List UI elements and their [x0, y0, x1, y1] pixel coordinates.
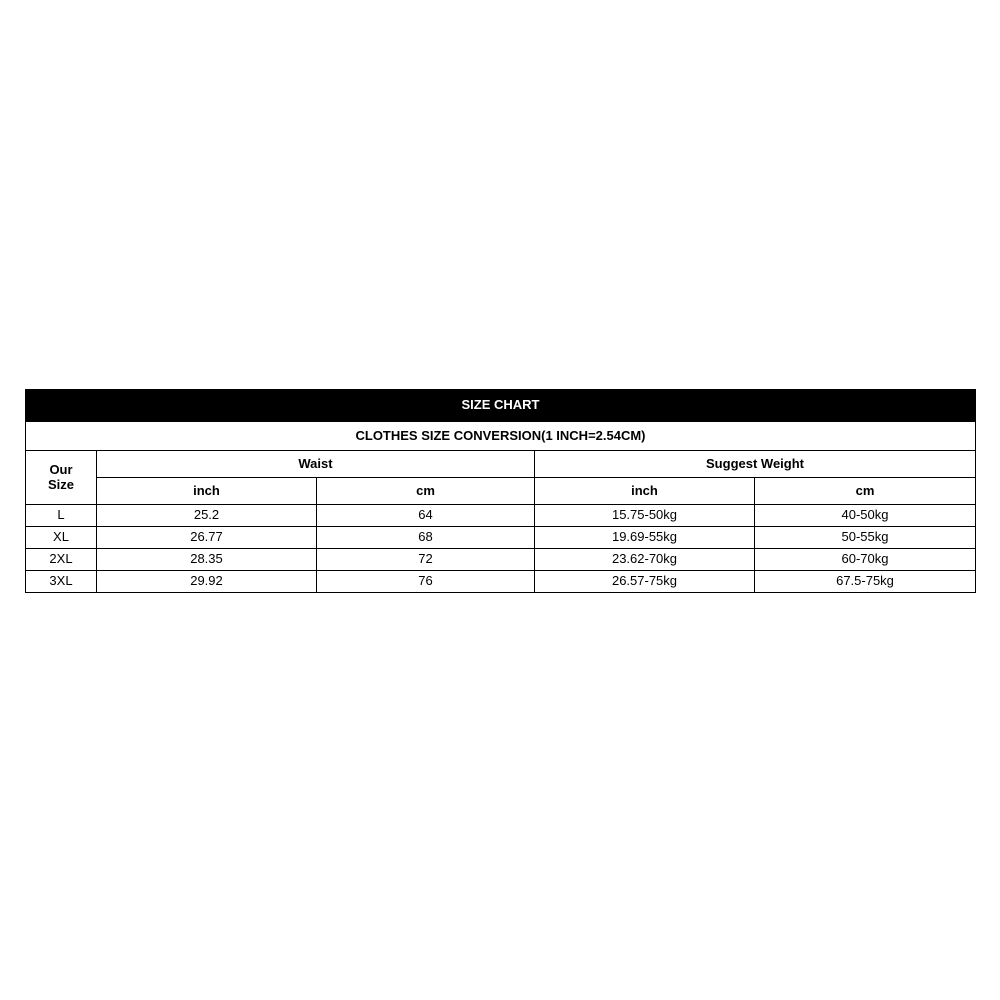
- title-row: [26, 390, 976, 422]
- size-cell: XL: [26, 527, 97, 549]
- chart-subtitle: CLOTHES SIZE CONVERSION(1 INCH=2.54CM): [26, 422, 976, 451]
- size-cell: 3XL: [26, 571, 97, 593]
- waist-cm-cell: 64: [317, 505, 535, 527]
- table-row: [26, 549, 976, 571]
- our-size-header-line2: Size: [47, 476, 74, 492]
- table-row: [26, 505, 976, 527]
- weight-cm-cell: 40-50kg: [755, 505, 976, 527]
- waist-cm-cell: 72: [317, 549, 535, 571]
- weight-cm-cell: 67.5-75kg: [755, 571, 976, 593]
- size-cell: 2XL: [26, 549, 97, 571]
- waist-cm-header: cm: [317, 478, 535, 505]
- weight-cm-cell: 50-55kg: [755, 527, 976, 549]
- waist-cm-cell: 68: [317, 527, 535, 549]
- table-row: [26, 571, 976, 593]
- weight-cm-header: cm: [755, 478, 976, 505]
- weight-inch-cell: 23.62-70kg: [535, 549, 755, 571]
- weight-inch-header: inch: [535, 478, 755, 505]
- weight-inch-cell: 15.75-50kg: [535, 505, 755, 527]
- weight-cm-cell: 60-70kg: [755, 549, 976, 571]
- waist-inch-cell: 28.35: [97, 549, 317, 571]
- our-size-header-line1: Our: [49, 461, 73, 477]
- weight-inch-cell: 26.57-75kg: [535, 571, 755, 593]
- waist-cm-cell: 76: [317, 571, 535, 593]
- unit-header-row: [26, 478, 976, 505]
- waist-inch-cell: 25.2: [97, 505, 317, 527]
- chart-title: SIZE CHART: [26, 390, 976, 422]
- waist-inch-cell: 26.77: [97, 527, 317, 549]
- weight-inch-cell: 19.69-55kg: [535, 527, 755, 549]
- group-header-row: [26, 451, 976, 478]
- table-row: [26, 527, 976, 549]
- waist-group-header: Waist: [97, 451, 535, 478]
- our-size-header: [26, 451, 97, 505]
- size-cell: L: [26, 505, 97, 527]
- waist-inch-cell: 29.92: [97, 571, 317, 593]
- subtitle-row: [26, 422, 976, 451]
- waist-inch-header: inch: [97, 478, 317, 505]
- weight-group-header: Suggest Weight: [535, 451, 976, 478]
- size-chart-table: [25, 389, 976, 593]
